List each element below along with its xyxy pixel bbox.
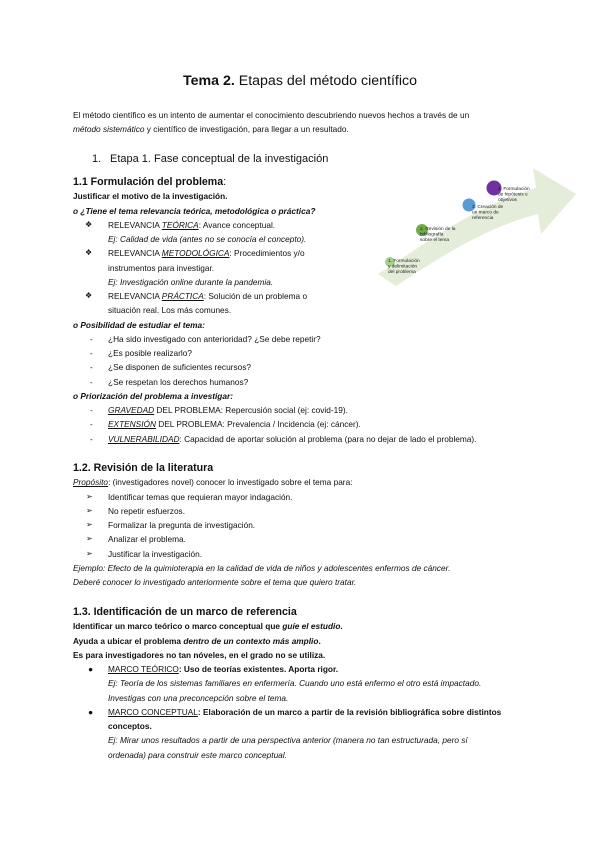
list-item: - ¿Se respetan los derechos humanos? [90, 376, 249, 387]
purpose-list [73, 490, 523, 561]
intro-rest: y científico de investigación, para llegar a un resultado. [144, 124, 349, 135]
title-rest: Etapas del método científico [234, 73, 417, 89]
section-1-2 [73, 462, 523, 589]
list-item: ❖ RELEVANCIA TEÓRICA: Avance conceptual. Ej: Calidad de vida (antes no se conocía el concepto). [85, 219, 307, 245]
framework-line-3: Es para investigadores no tan nóveles, en el grado no se utiliza. [73, 649, 326, 660]
step-4-label: 4. Formulación de hipótesis u objetivos [498, 187, 530, 203]
example-line-2: Deberé conocer lo investigado anteriormente sobre el tema que quiero tratar. [73, 577, 357, 588]
section-1-3 [73, 606, 523, 762]
list-item: ● MARCO CONCEPTUAL: Elaboración de un marco a partir de la revisión bibliográfica sobre distintos conceptos. Ej: Mirar unos resultados a partir de una perspectiva anterior (manera no tan estructurada, pero sí ordenada) para construir este marco conceptual. [88, 706, 502, 760]
priority-question: o Priorización del problema a investigar: [73, 390, 233, 401]
intro-paragraph [73, 108, 523, 137]
page-title [0, 73, 600, 90]
example-line-1: Ejemplo: Efecto de la quimioterapia en la calidad de vida de niños y adolescentes enfermos de cáncer. [73, 562, 451, 573]
section-1-2-heading: 1.2. Revisión de la literatura [73, 462, 214, 474]
list-item: - ¿Se disponen de suficientes recursos? [90, 362, 251, 373]
list-item: ➢ Formalizar la pregunta de investigación. [86, 520, 256, 531]
priority-list [73, 403, 523, 446]
section-1-1-heading: 1.1 Formulación del problema: [73, 176, 227, 188]
list-item: ➢ Identificar temas que requieran mayor indagación. [86, 491, 293, 502]
list-item: - ¿Es posible realizarlo? [90, 348, 192, 359]
etapa-label: Etapa 1. Fase conceptual de la investigación [110, 153, 329, 165]
arrow-bullet-icon: ➢ [86, 520, 93, 530]
list-item: ➢ No repetir esfuerzos. [86, 505, 186, 516]
framework-line-1: Identificar un marco teórico o marco conceptual que guíe el estudio. [73, 621, 343, 632]
intro-line-1: El método científico es un intento de aumentar el conocimiento descubriendo nuevos hechos a través de un [73, 110, 470, 120]
etapa-heading [92, 153, 328, 166]
list-item: - GRAVEDAD DEL PROBLEMA: Repercusión social (ej: covid-19). [90, 405, 348, 416]
relevance-list [73, 218, 523, 318]
section-1-3-heading: 1.3. Identificación de un marco de referencia [73, 606, 297, 618]
arrow-bullet-icon: ➢ [86, 548, 93, 558]
justify-line: Justificar el motivo de la investigación. [73, 191, 228, 202]
list-item: - EXTENSIÓN DEL PROBLEMA: Prevalencia / Incidencia (ej: cáncer). [90, 419, 361, 430]
diamond-bullet-icon: ❖ [85, 219, 93, 229]
step-1-label: 1. Formulación y delimitación del problema [388, 259, 420, 275]
list-item: ● MARCO TEÓRICO: Uso de teorías existentes. Aporta rigor. Ej: Teoría de los sistemas familiares en enfermería. Cuando uno está enfermo el otro está impactado. Investigas con una preconcepción sobre el tema. [88, 664, 482, 703]
arrow-bullet-icon: ➢ [86, 491, 93, 501]
purpose-line: Propósito: (investigadores novel) conocer lo investigado sobre el tema para: [73, 477, 353, 488]
dot-bullet-icon: ● [88, 664, 94, 675]
framework-list [73, 662, 523, 762]
step-3-label: 3. Creación de un marco de referencia [472, 205, 504, 221]
feasibility-question: o Posibilidad de estudiar el tema: [73, 319, 205, 330]
list-item: ❖ RELEVANCIA PRÁCTICA: Solución de un problema o situación real. Los más comunes. [85, 291, 308, 316]
step-2-label: 2. Revisión de la bibliografía sobre el tema [420, 227, 456, 243]
title-bold: Tema 2. [183, 73, 235, 89]
intro-italic: método sistemático [73, 124, 145, 135]
feasibility-list [73, 332, 523, 389]
section-1-1 [73, 176, 523, 446]
list-item: ➢ Justificar la investigación. [86, 548, 203, 559]
list-item: - ¿Ha sido investigado con anterioridad? ¿Se debe repetir? [90, 333, 321, 344]
list-item: ❖ RELEVANCIA METODOLÓGICA: Procedimientos y/o instrumentos para investigar. Ej: Investigación online durante la pandemia. [85, 248, 305, 287]
arrow-bullet-icon: ➢ [86, 534, 93, 544]
list-item: - VULNERABILIDAD: Capacidad de aportar solución al problema (para no dejar de lado el problema). [90, 433, 477, 444]
intro-line-2 [73, 122, 523, 136]
etapa-number: 1. [92, 153, 102, 165]
diamond-bullet-icon: ❖ [85, 291, 93, 301]
list-item: ➢ Analizar el problema. [86, 534, 186, 545]
arrow-bullet-icon: ➢ [86, 505, 93, 515]
dot-bullet-icon: ● [88, 706, 94, 717]
diamond-bullet-icon: ❖ [85, 248, 93, 258]
framework-line-2: Ayuda a ubicar el problema dentro de un contexto más amplio. [73, 635, 321, 646]
relevance-question: o ¿Tiene el tema relevancia teórica, metodológica o práctica? [73, 205, 316, 216]
